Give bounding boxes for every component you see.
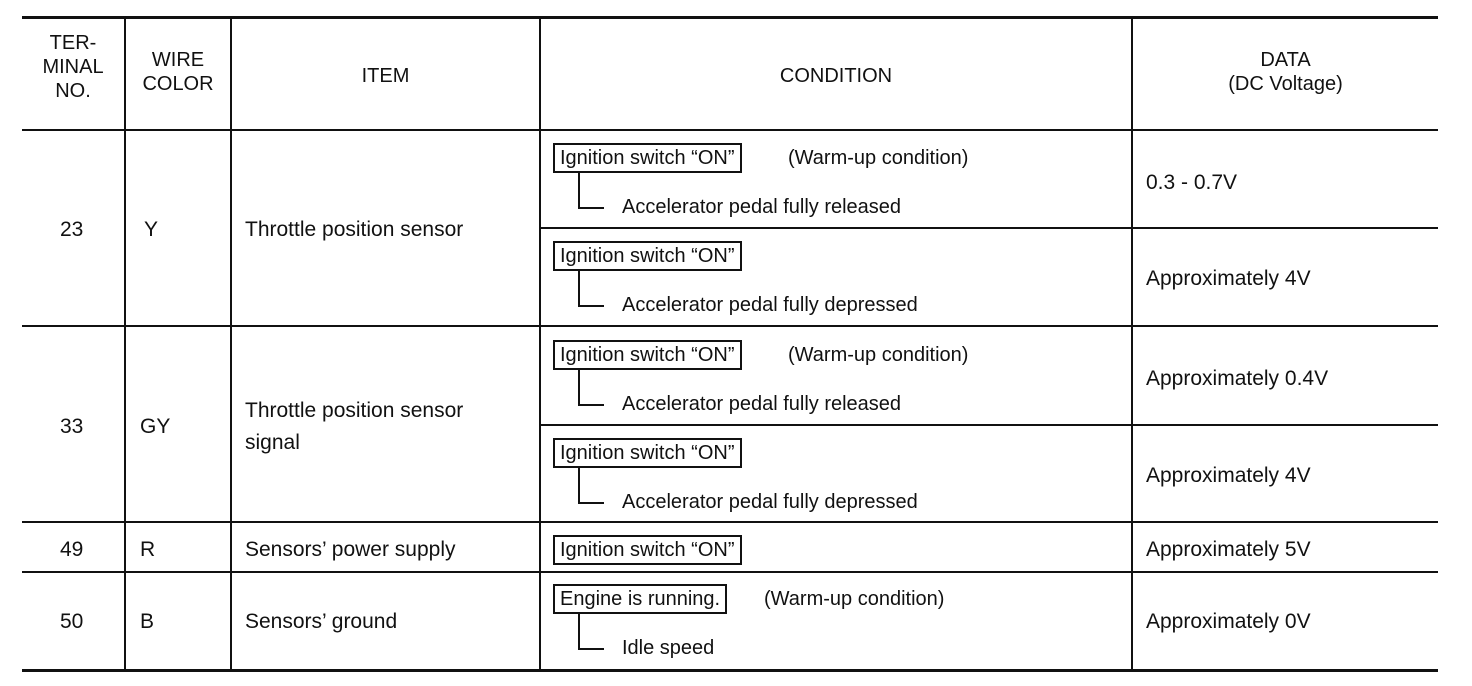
header-terminal-no: TER- MINAL NO.: [42, 32, 104, 102]
terminal-no: 50: [60, 610, 84, 633]
item-name: Sensors’ ground: [245, 610, 398, 633]
data-value: Approximately 5V: [1146, 538, 1311, 561]
condition-box: Ignition switch “ON”: [553, 241, 742, 271]
header-wire-color: WIRE COLOR: [142, 49, 214, 95]
header-item: ITEM: [361, 65, 410, 87]
branch-connector: [578, 173, 604, 209]
sub-condition: Accelerator pedal fully depressed: [622, 491, 918, 513]
row-divider: [22, 521, 1438, 523]
condition-box: Ignition switch “ON”: [553, 143, 742, 173]
subrow-divider: [540, 424, 1438, 426]
terminal-no: 49: [60, 538, 84, 561]
branch-connector: [578, 271, 604, 307]
condition-note: (Warm-up condition): [788, 344, 969, 366]
header-condition: CONDITION: [779, 65, 893, 87]
data-value: 0.3 - 0.7V: [1146, 171, 1238, 194]
data-value: Approximately 4V: [1146, 267, 1311, 290]
condition-box: Ignition switch “ON”: [553, 438, 742, 468]
sub-condition: Accelerator pedal fully released: [622, 196, 902, 218]
table-bottom-rule: [22, 669, 1438, 672]
column-divider: [230, 17, 232, 672]
wire-color: B: [140, 610, 155, 633]
condition-box: Ignition switch “ON”: [553, 340, 742, 370]
item-name: Sensors’ power supply: [245, 538, 456, 561]
terminal-no: 23: [60, 218, 84, 241]
data-value: Approximately 0.4V: [1146, 367, 1329, 390]
header-bottom-rule: [22, 129, 1438, 131]
branch-connector: [578, 370, 604, 406]
header-data: DATA (DC Voltage): [1228, 49, 1343, 95]
sub-condition: Idle speed: [622, 637, 715, 659]
column-divider: [539, 17, 541, 672]
branch-connector: [578, 468, 604, 504]
table-top-rule: [22, 16, 1438, 19]
sub-condition: Accelerator pedal fully released: [622, 393, 902, 415]
wire-color: GY: [140, 415, 171, 438]
condition-note: (Warm-up condition): [764, 588, 945, 610]
condition-box: Engine is running.: [553, 584, 727, 614]
data-value: Approximately 4V: [1146, 464, 1311, 487]
row-divider: [22, 325, 1438, 327]
column-divider: [1131, 17, 1133, 672]
item-name: Throttle position sensor: [245, 218, 464, 241]
subrow-divider: [540, 227, 1438, 229]
branch-connector: [578, 614, 604, 650]
wire-color: R: [140, 538, 156, 561]
data-value: Approximately 0V: [1146, 610, 1311, 633]
row-divider: [22, 571, 1438, 573]
sub-condition: Accelerator pedal fully depressed: [622, 294, 918, 316]
condition-box: Ignition switch “ON”: [553, 535, 742, 565]
wire-color: Y: [144, 218, 159, 241]
item-name: Throttle position sensor signal: [245, 399, 464, 454]
column-divider: [124, 17, 126, 672]
condition-note: (Warm-up condition): [788, 147, 969, 169]
terminal-no: 33: [60, 415, 84, 438]
